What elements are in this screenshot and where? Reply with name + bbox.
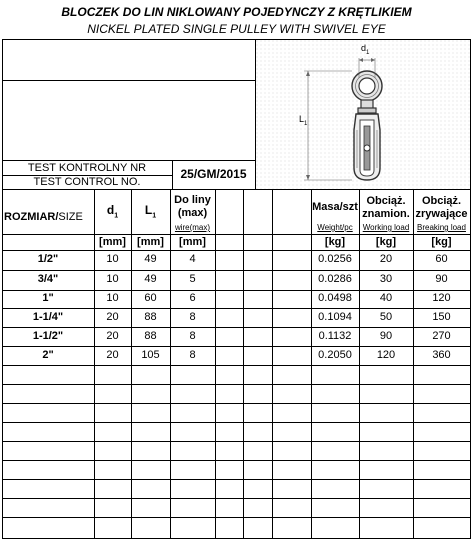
swivel-eye-ring (352, 71, 382, 101)
cell-mass: 0.0286 (318, 273, 352, 285)
cell-mass: 0.1094 (318, 311, 352, 323)
cell-wload: 90 (379, 330, 393, 342)
cell-wire: 6 (189, 292, 196, 304)
cell-size: 1" (42, 292, 54, 304)
cell-l1: 60 (144, 292, 157, 304)
header-wload-pl-2: znamion. (362, 208, 410, 220)
header-d1: $d_1$ (106, 203, 119, 220)
cell-mass: 0.0256 (318, 253, 352, 265)
unit-wire: [mm] (179, 236, 206, 248)
cell-mass: 0.1132 (318, 330, 352, 342)
cell-l1: 49 (144, 253, 157, 265)
cell-size: 3/4" (37, 273, 59, 285)
cell-wload: 20 (379, 253, 393, 265)
test-number: 25/GM/2015 (180, 167, 247, 181)
cell-d1: 10 (106, 292, 119, 304)
cell-wire: 8 (189, 311, 196, 323)
title-english: NICKEL PLATED SINGLE PULLEY WITH SWIVEL EYE (87, 22, 386, 36)
cell-l1: 105 (141, 349, 160, 361)
cell-d1: 20 (106, 330, 119, 342)
header-wload-pl-1: Obciąż. (366, 195, 406, 207)
unit-l1: [mm] (137, 236, 164, 248)
cell-wire: 8 (189, 349, 196, 361)
unit-d1: [mm] (99, 236, 126, 248)
cell-size: 1-1/4" (32, 311, 64, 323)
cell-l1: 88 (144, 330, 157, 342)
cell-wire: 5 (189, 273, 196, 285)
cell-size: 2" (42, 349, 54, 361)
header-size: ROZMIAR/SIZE (4, 211, 83, 223)
unit-bload: [kg] (431, 236, 452, 248)
cell-mass: 0.2050 (318, 349, 352, 361)
header-bload-pl-1: Obciąż. (421, 195, 462, 207)
test-label-english: TEST CONTROL NO. (33, 176, 141, 188)
header-l1: $L_1$ (144, 203, 157, 220)
header-bload-pl-2: zrywające (415, 208, 468, 220)
header-mass-en: Weight/pc (317, 223, 353, 232)
cell-size: 1-1/2" (32, 330, 64, 342)
cell-bload: 150 (432, 311, 451, 323)
cell-size: 1/2" (37, 253, 59, 265)
cell-bload: 360 (432, 349, 451, 361)
cell-d1: 10 (106, 273, 119, 285)
cell-mass: 0.0498 (318, 292, 352, 304)
header-mass-pl: Masa/szt (312, 201, 358, 213)
pulley-body (354, 114, 380, 180)
cell-wload: 120 (376, 349, 396, 361)
d1-label: $d_1$ (361, 43, 370, 56)
unit-mass: [kg] (324, 236, 346, 248)
cell-d1: 20 (106, 311, 119, 323)
cell-wload: 30 (379, 273, 393, 285)
pulley-drawing (256, 40, 470, 189)
header-wire-en: wire(max) (174, 223, 211, 232)
header-bload-en: Breaking load (417, 223, 466, 232)
cell-l1: 88 (144, 311, 157, 323)
cell-wload: 50 (379, 311, 393, 323)
unit-wload: [kg] (375, 236, 397, 248)
cell-wire: 8 (189, 330, 196, 342)
header-wire-pl-1: Do liny (174, 194, 211, 206)
l1-label: $L_1$ (299, 114, 308, 127)
title-polish: BLOCZEK DO LIN NIKLOWANY POJEDYNCZY Z KRĘTLIKIEM (61, 5, 412, 19)
cell-d1: 20 (106, 349, 119, 361)
cell-bload: 270 (432, 330, 451, 342)
cell-l1: 49 (144, 273, 157, 285)
cell-wload: 40 (379, 292, 393, 304)
header-wire-pl-2: (max) (177, 207, 208, 219)
cell-bload: 120 (432, 292, 451, 304)
cell-wire: 4 (189, 253, 196, 265)
header-wload-en: Working load (362, 223, 410, 232)
cell-bload: 60 (435, 253, 448, 265)
test-label-polish: TEST KONTROLNY NR (27, 162, 147, 174)
cell-d1: 10 (106, 253, 119, 265)
cell-bload: 90 (435, 273, 448, 285)
